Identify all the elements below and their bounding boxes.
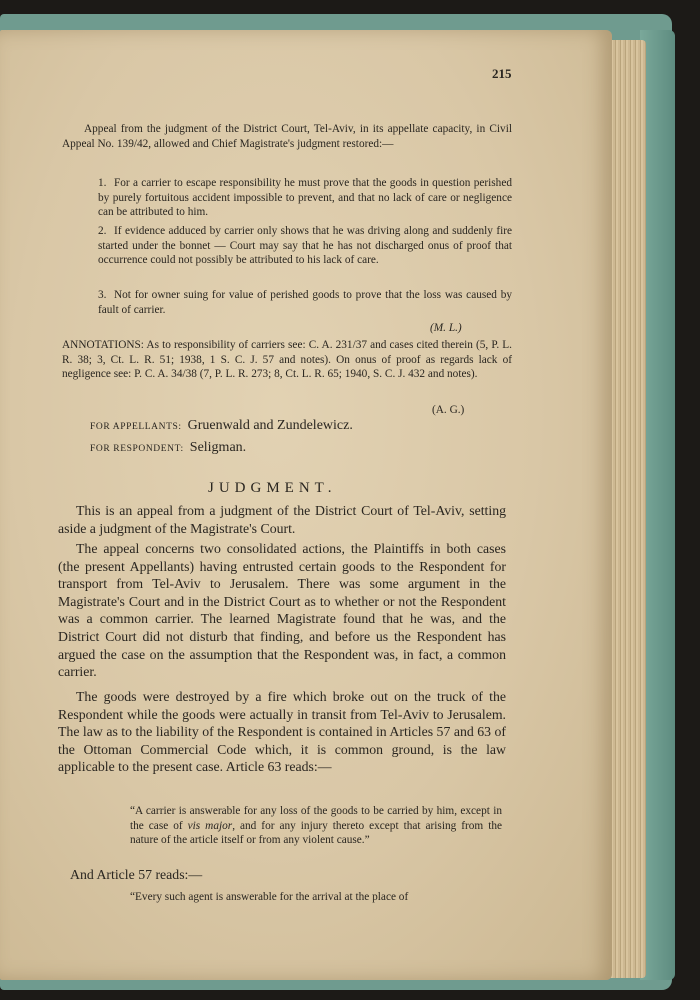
annotation-initials: (A. G.) xyxy=(432,404,465,416)
holding-text: If evidence adduced by carrier only shows that he was driving along and suddenly fire started under the bonnet — Court may say that he has not discharged onus of proof that occurrence could not possibly be attributed to his lack of care. xyxy=(98,225,512,267)
holding-number: 1. xyxy=(98,177,107,189)
respondent-label: FOR RESPONDENT: xyxy=(90,444,184,454)
holding-number: 3. xyxy=(98,289,107,301)
appellants-label: FOR APPELLANTS: xyxy=(90,422,182,432)
quote-text: , and for any injury thereto except that arising from the nature of the article itself or from any violent cause.” xyxy=(130,819,503,847)
holding-2 xyxy=(98,224,512,268)
holding-1 xyxy=(98,176,512,220)
quote-text: “A carrier is answerable for any loss of the goods to be carried by him, except in the case of xyxy=(130,805,502,832)
article-57-quote: “Every such agent is answerable for the arrival at the place of xyxy=(130,891,409,903)
article-57-intro: And Article 57 reads:— xyxy=(70,867,203,882)
counsel-respondent xyxy=(90,440,246,456)
holding-text: For a carrier to escape responsibility he must prove that the goods in question perished by purely fortuitous accident impossible to prevent, and that no lack of care or negligence can be attributed to him. xyxy=(98,177,512,219)
counsel-appellants xyxy=(90,418,353,434)
paragraph-1: This is an appeal from a judgment of the District Court of Tel-Aviv, setting aside a judgment of the Magistrate's Court. xyxy=(58,503,506,536)
paragraph-2: The appeal concerns two consolidated actions, the Plaintiffs in both cases (the present Appellants) having entrusted certain goods to the Respondent for transport from Tel-Aviv to Jerusalem. There was some argument in the Magistrate's Court and in the District Court as to whether or not the Respondent was a common carrier. The learned Magistrate found that he was, and the District Court did not disturb that finding, and before us the Respondent has argued the case on the assumption that the Respondent was, in fact, a common carrier. xyxy=(58,541,506,680)
page-number: 215 xyxy=(492,66,512,81)
judgment-heading: JUDGMENT. xyxy=(208,480,337,496)
holding-3 xyxy=(98,288,512,317)
appellants-counsel: Gruenwald and Zundelewicz. xyxy=(187,418,353,433)
respondent-counsel: Seligman. xyxy=(189,440,247,455)
headnote: Appeal from the judgment of the District Court, Tel-Aviv, in its appellate capacity, in Civil Appeal No. 139/42, allowed and Chief Magistrate's judgment restored:— xyxy=(62,123,512,150)
holding-number: 2. xyxy=(98,225,107,237)
paragraph-3: The goods were destroyed by a fire which broke out on the truck of the Respondent while the goods were actually in transit from Tel-Aviv to Jerusalem. The law as to the liability of the Respondent is contained in Articles 57 and 63 of the Ottoman Commercial Code which, it is common ground, is the law applicable to the present case. Article 63 reads:— xyxy=(58,689,506,775)
annotations: ANNOTATIONS: As to responsibility of carriers see: C. A. 231/37 and cases cited therein (5, P. L. R. 38; 3, Ct. L. R. 51; 1938, 1 S. C. J. 57 and notes). On onus of proof as regards lack of negligence see: P. C. A. 34/38 (7, P. L. R. 273; 8, Ct. L. R. 65; 1940, S. C. J. 432 and notes). xyxy=(62,339,512,381)
article-63-quote xyxy=(130,804,502,848)
quote-italic: vis major xyxy=(187,819,233,832)
holding-text: Not for owner suing for value of perished goods to prove that the loss was caused by fault of carrier. xyxy=(98,289,512,316)
headnote-initials: (M. L.) xyxy=(430,322,462,334)
